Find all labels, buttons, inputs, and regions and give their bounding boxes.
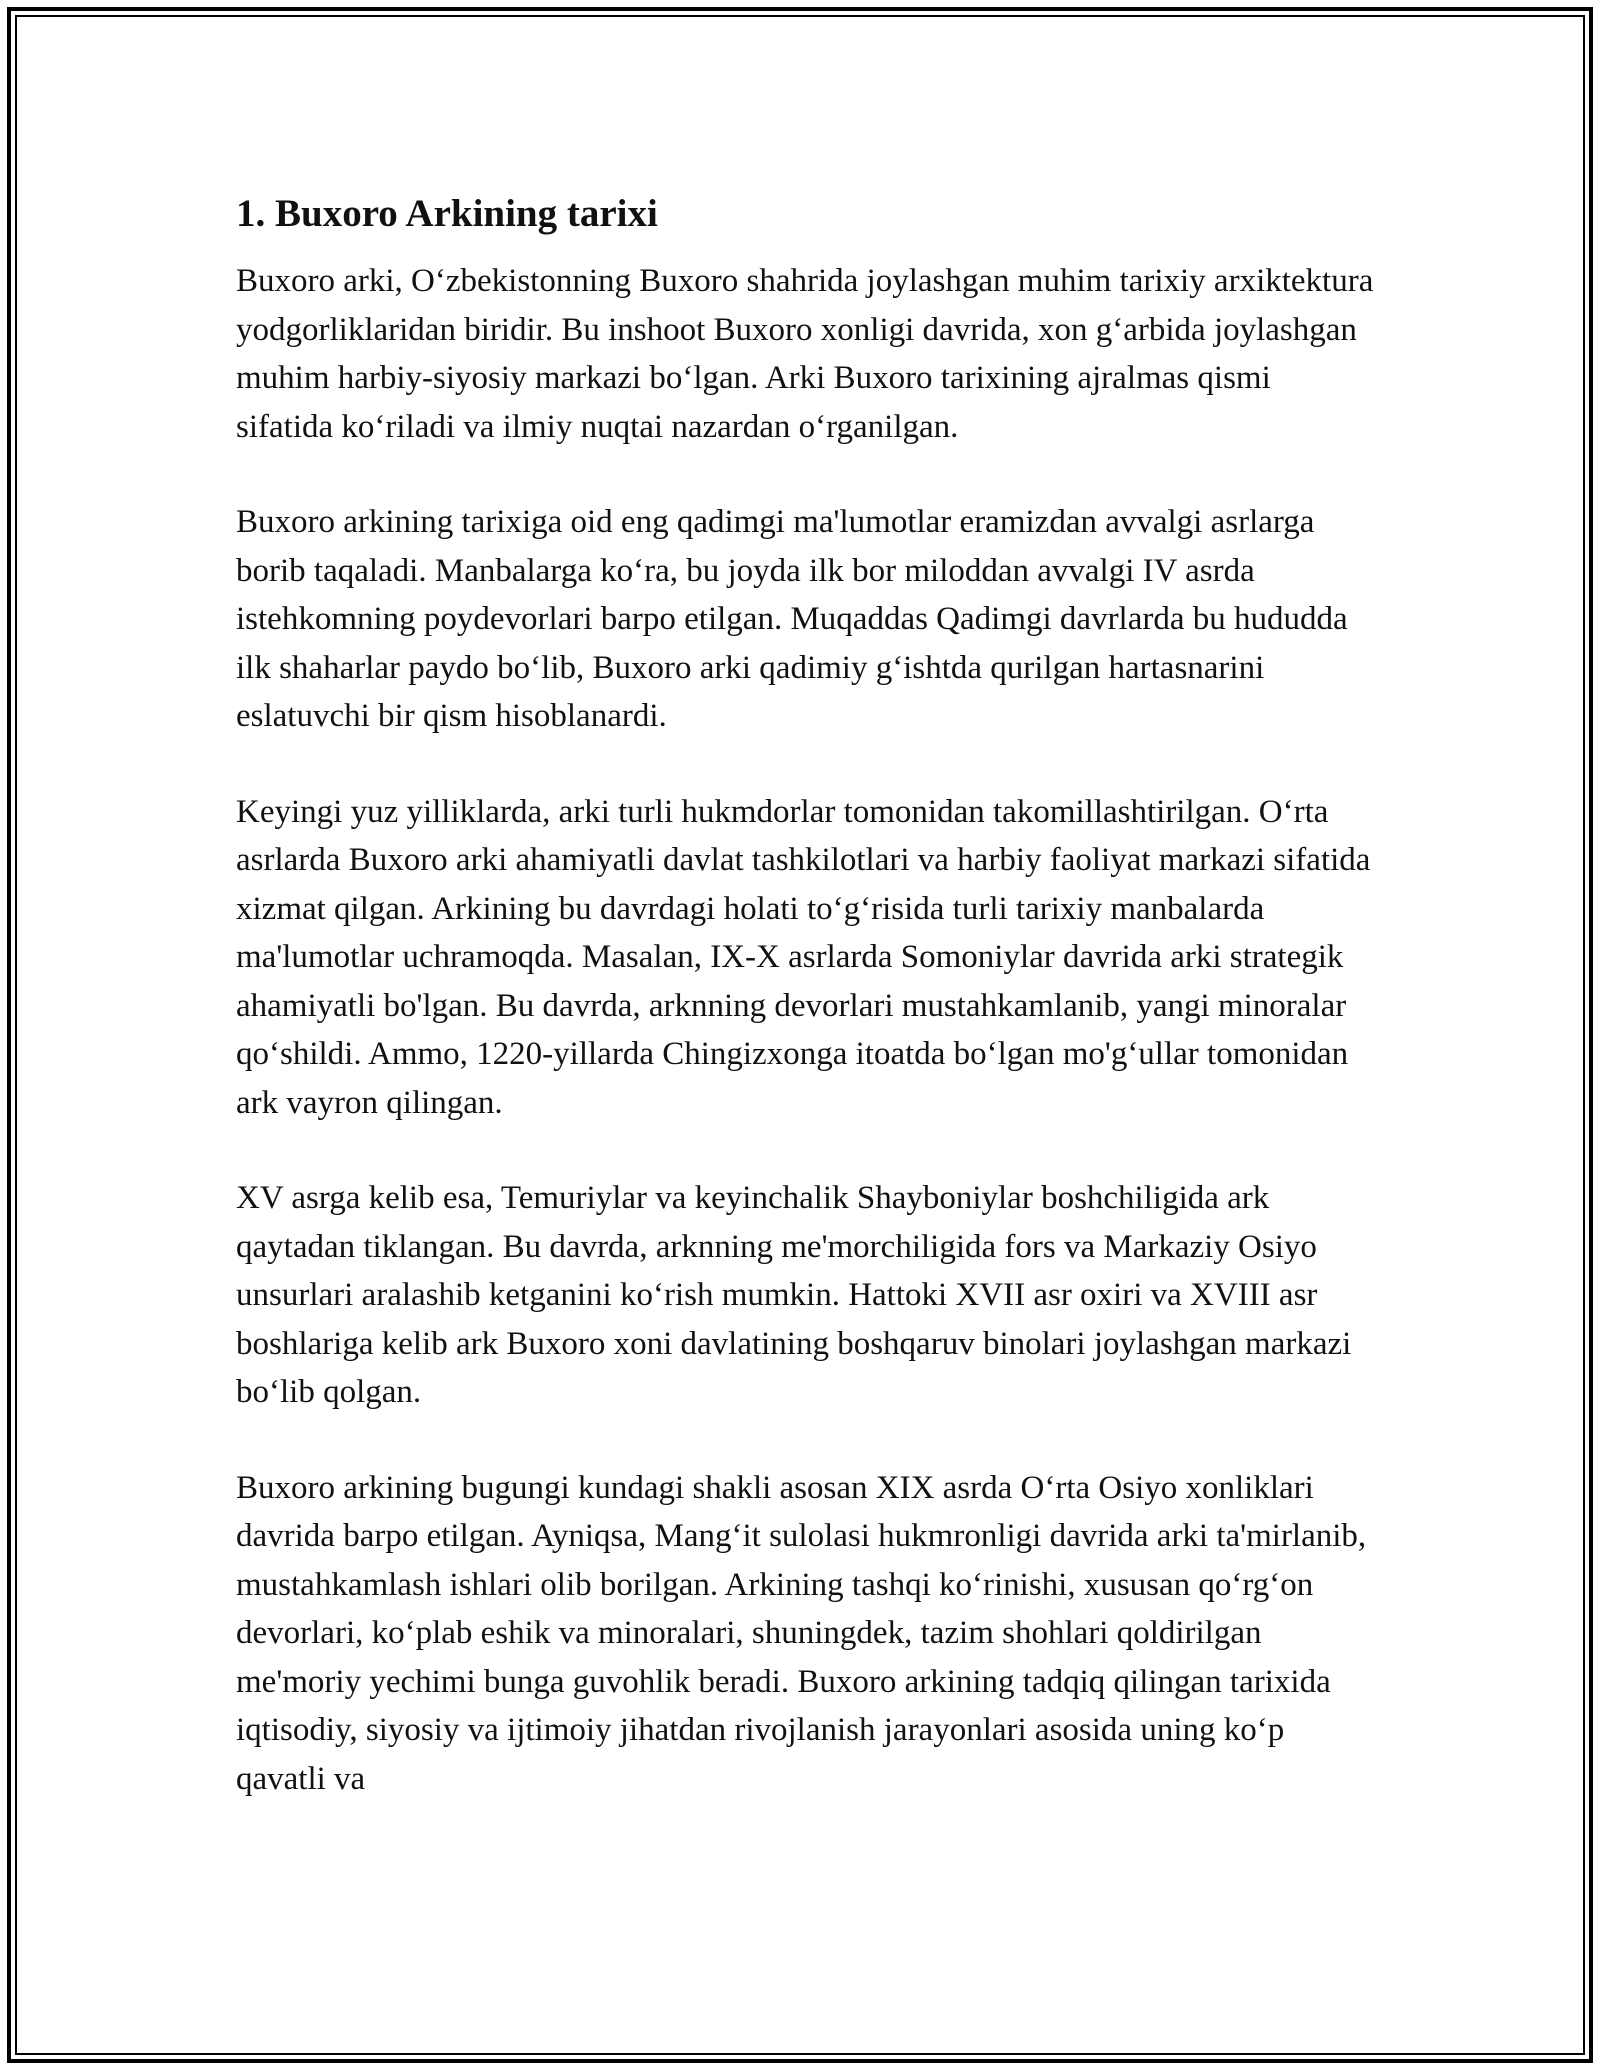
document-body [236,188,1376,1803]
section-heading: 1. Buxoro Arkining tarixi [236,192,658,235]
paragraph-5: Buxoro arkining bugungi kundagi shakli asosan XIX asrda O‘rta Osiyo xonliklari davrida barpo etilgan. Ayniqsa, Mang‘it sulolasi hukmronligi davrida arki ta'mirlanib, mustahkamlash ishlari olib borilgan. Arkining tashqi ko‘rinishi, xususan qo‘rg‘on devorlari, ko‘plab eshik va minoralari, shuningdek, tazim shohlari qoldirilgan me'moriy yechimi bunga guvohlik beradi. Buxoro arkining tadqiq qilingan tarixida iqtisodiy, siyosiy va ijtimoiy jihatdan rivojlanish jarayonlari asosida uning ko‘p qavatli va [236,1469,1367,1797]
paragraph-3: Keyingi yuz yilliklarda, arki turli hukmdorlar tomonidan takomillashtirilgan. O‘rta asrlarda Buxoro arki ahamiyatli davlat tashkilotlari va harbiy faoliyat markazi sifatida xizmat qilgan. Arkining bu davrdagi holati to‘g‘risida turli tarixiy manbalarda ma'lumotlar uchramoqda. Masalan, IX-X asrlarda Somoniylar davrida arki strategik ahamiyatli bo'lgan. Bu davrda, arknning devorlari mustahkamlanib, yangi minoralar qo‘shildi. Ammo, 1220-yillarda Chingizxonga itoatda bo‘lgan mo'g‘ullar tomonidan ark vayron qilingan. [236,793,1371,1121]
paragraph-4: XV asrga kelib esa, Temuriylar va keyinchalik Shayboniylar boshchiligida ark qaytadan tiklangan. Bu davrda, arknning me'morchiligida fors va Markaziy Osiyo unsurlari aralashib ketganini ko‘rish mumkin. Hattoki XVII asr oxiri va XVIII asr boshlariga kelib ark Buxoro xoni davlatining boshqaruv binolari joylashgan markazi bo‘lib qolgan. [236,1180,1352,1410]
paragraph-1: Buxoro arki, O‘zbekistonning Buxoro shahrida joylashgan muhim tarixiy arxiktektura yodgorliklaridan biridir. Bu inshoot Buxoro xonligi davrida, xon g‘arbida joylashgan muhim harbiy-siyosiy markazi bo‘lgan. Arki Buxoro tarixining ajralmas qismi sifatida ko‘riladi va ilmiy nuqtai nazardan o‘rganilgan. [236,263,1374,445]
paragraph-2: Buxoro arkining tarixiga oid eng qadimgi ma'lumotlar eramizdan avvalgi asrlarga borib taqaladi. Manbalarga ko‘ra, bu joyda ilk bor miloddan avvalgi IV asrda istehkomning poydevorlari barpo etilgan. Muqaddas Qadimgi davrlarda bu hududda ilk shaharlar paydo bo‘lib, Buxoro arki qadimiy g‘ishtda qurilgan hartasnarini eslatuvchi bir qism hisoblanardi. [236,504,1348,734]
